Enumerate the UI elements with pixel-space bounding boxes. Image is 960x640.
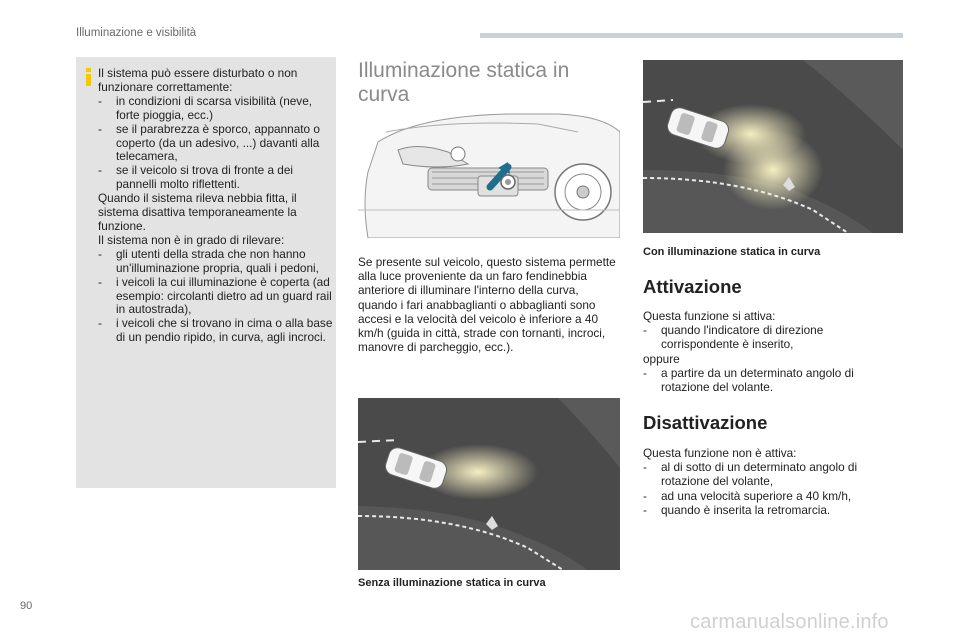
- activation-block: [643, 309, 873, 394]
- condition-item: - in condizioni di scarsa visibilità (neve, forte pioggia, ecc.): [98, 93, 313, 122]
- page-number: 90: [20, 600, 33, 612]
- activation-intro: Questa funzione si attiva:: [643, 309, 776, 323]
- detect-item: - i veicoli la cui illuminazione è coperta (ad esempio: circolanti dietro ad un guard rail in autostrada),: [98, 274, 332, 317]
- info-icon: [84, 67, 94, 87]
- deactivation-item: - ad una velocità superiore a 40 km/h,: [643, 488, 852, 503]
- activation-heading: Attivazione: [643, 276, 742, 297]
- caption-without: Senza illuminazione statica in curva: [358, 577, 546, 589]
- fog-text: Quando il sistema rileva nebbia fitta, il sistema disattiva temporaneamente la funzione.: [98, 191, 297, 233]
- info-intro: Il sistema può essere disturbato o non funzionare correttamente:: [98, 66, 298, 94]
- deactivation-block: [643, 446, 873, 517]
- activation-item: - a partire da un determinato angolo di rotazione del volante.: [643, 365, 854, 395]
- deactivation-item: - al di sotto di un determinato angolo di rotazione del volante,: [643, 460, 858, 489]
- without-cornering-light-illustration: [358, 398, 620, 570]
- detect-intro: Il sistema non è in grado di rilevare:: [98, 232, 285, 247]
- detect-item: - gli utenti della strada che non hanno un'illuminazione propria, quali i pedoni,: [98, 246, 319, 275]
- running-header: Illuminazione e visibilità: [76, 27, 197, 39]
- watermark: carmanualsonline.info: [690, 611, 889, 633]
- info-box: [76, 57, 336, 488]
- deactivation-heading: Disattivazione: [643, 412, 768, 433]
- deactivation-item: - quando è inserita la retromarcia.: [643, 502, 831, 517]
- section-description: Se presente sul veicolo, questo sistema permette alla luce proveniente da un faro fendinebbia anteriore di illuminare l'interno della curva, quando i fari anabbaglianti o abbaglianti sono accesi e la velocità del veicolo è inferiore a 40 km/h (guida in città, strade con tornanti, incroci, manovre di parcheggio, ecc.).: [358, 255, 616, 355]
- detect-item: - i veicoli che si trovano in cima o alla base di un pendio ripido, in curva, agli incroci.: [98, 316, 333, 345]
- car-front-fog-light-illustration: [358, 112, 620, 238]
- deactivation-intro: Questa funzione non è attiva:: [643, 446, 797, 460]
- section-title: Illuminazione statica in curva: [358, 59, 570, 106]
- header-bar: [480, 33, 903, 38]
- caption-with: Con illuminazione statica in curva: [643, 246, 821, 258]
- activation-or: oppure: [643, 351, 680, 366]
- condition-item: - se il veicolo si trova di fronte a dei pannelli molto riflettenti.: [98, 163, 294, 192]
- with-cornering-light-illustration: [643, 60, 903, 233]
- condition-item: - se il parabrezza è sporco, appannato o coperto (da un adesivo, ...) davanti alla telecamera,: [98, 121, 320, 164]
- activation-item: - quando l'indicatore di direzione corrispondente è inserito,: [643, 323, 824, 352]
